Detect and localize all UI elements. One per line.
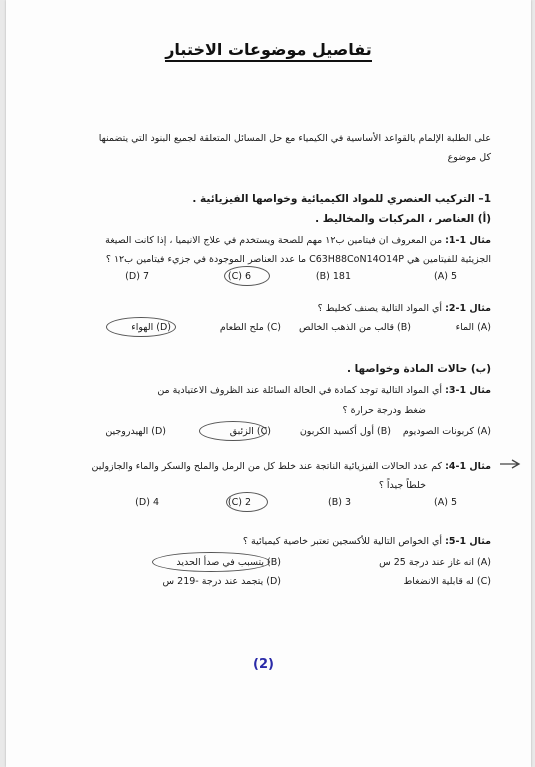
example-1-5 [243,536,491,547]
answer-option-a: (A) كربونات الصوديوم [402,426,491,437]
example-text: أي الخواص التالية للأكسجين تعتبر خاصية كيميائية ؟ [242,536,443,547]
example-label: مثال 1-4: [445,461,491,472]
answer-option-c: (C) الزئبق [229,426,271,437]
answer-option-a: (A) الماء [455,322,491,333]
example-1-3-line-2: ضغط ودرجة حرارة ؟ [342,405,426,416]
answer-option-b: 181 (B) [315,271,351,282]
intro-line-2: كل موضوع [447,152,491,163]
example-1-4 [91,461,491,472]
answer-option-d: 7 (D) [125,271,149,282]
answer-option-c: 6 (C) [227,271,251,282]
example-1-3 [157,385,491,396]
answer-option-d: (D) يتجمد عند درجة -219 س [162,576,281,587]
answer-option-c: (C) ملح الطعام [219,322,281,333]
example-1-1-line-2: الجزيئية للفيتامين هي C63H88CoN14O14P ما عدد العناصر الموجودة في جزيء فيتامين ب١٢ ؟ [105,254,491,265]
answer-option-b: (B) أول أكسيد الكربون [299,426,391,437]
example-label: مثال 1-1: [445,235,491,246]
answer-circle [199,421,267,441]
answer-circle [224,266,270,286]
section-1b-heading: (ب) حالات المادة وخواصها . [346,363,491,375]
arrow-icon [498,458,526,470]
answer-option-d: (D) الهيدروجين [105,426,166,437]
example-text: أي المواد التالية يصنف كخليط ؟ [317,303,443,314]
answer-circle [106,317,176,337]
example-label: مثال 1-2: [445,303,491,314]
answer-option-a: 5 (A) [434,271,457,282]
document-page [6,0,531,767]
answer-option-b: 3 (B) [327,497,351,508]
answer-option-a: (A) انه غاز عند درجة 25 س [379,557,491,568]
answer-option-d: (D) الهواء [131,322,171,333]
answer-option-c: (C) له قابلية الانضغاط [403,576,491,587]
section-1-heading: 1– التركيب العنصري للمواد الكيميائية وخواصها الفيزيائية . [192,193,491,205]
page-number: (2) [253,657,274,672]
answer-option-b: (B) قالب من الذهب الخالص [299,322,411,333]
section-1a-heading: (أ) العناصر ، المركبات والمخاليط . [315,213,491,225]
answer-option-c: 2 (C) [227,497,251,508]
answer-circle [226,492,268,512]
example-text: أي المواد التالية توجد كمادة في الحالة السائلة عند الظروف الاعتيادية من [157,385,443,396]
example-label: مثال 1-3: [445,385,491,396]
answer-option-a: 5 (A) [434,497,457,508]
example-1-4-line-2: خلطاً جيداً ؟ [378,480,426,491]
answer-circle [152,552,270,572]
answer-option-b: (B) يتسبب في صدأ الحديد [176,557,281,568]
example-text: كم عدد الحالات الفيزيائية الناتجة عند خلط كل من الرمل والملح والسكر والماء والجازولين [91,461,443,472]
answer-option-d: 4 (D) [135,497,159,508]
page-title: تفاصيل موضوعات الاختبار [6,40,531,59]
intro-line-1: على الطلبة الإلمام بالقواعد الأساسية في الكيمياء مع حل المسائل المتعلقة لجميع البنود التي يتضمنها [98,133,491,144]
example-1-1 [105,235,491,246]
example-1-2 [318,303,491,314]
example-text: من المعروف ان فيتامين ب١٢ مهم للصحة ويستخدم في علاج الانيميا ، إذا كانت الصيغة [105,235,443,246]
example-label: مثال 1-5: [445,536,491,547]
